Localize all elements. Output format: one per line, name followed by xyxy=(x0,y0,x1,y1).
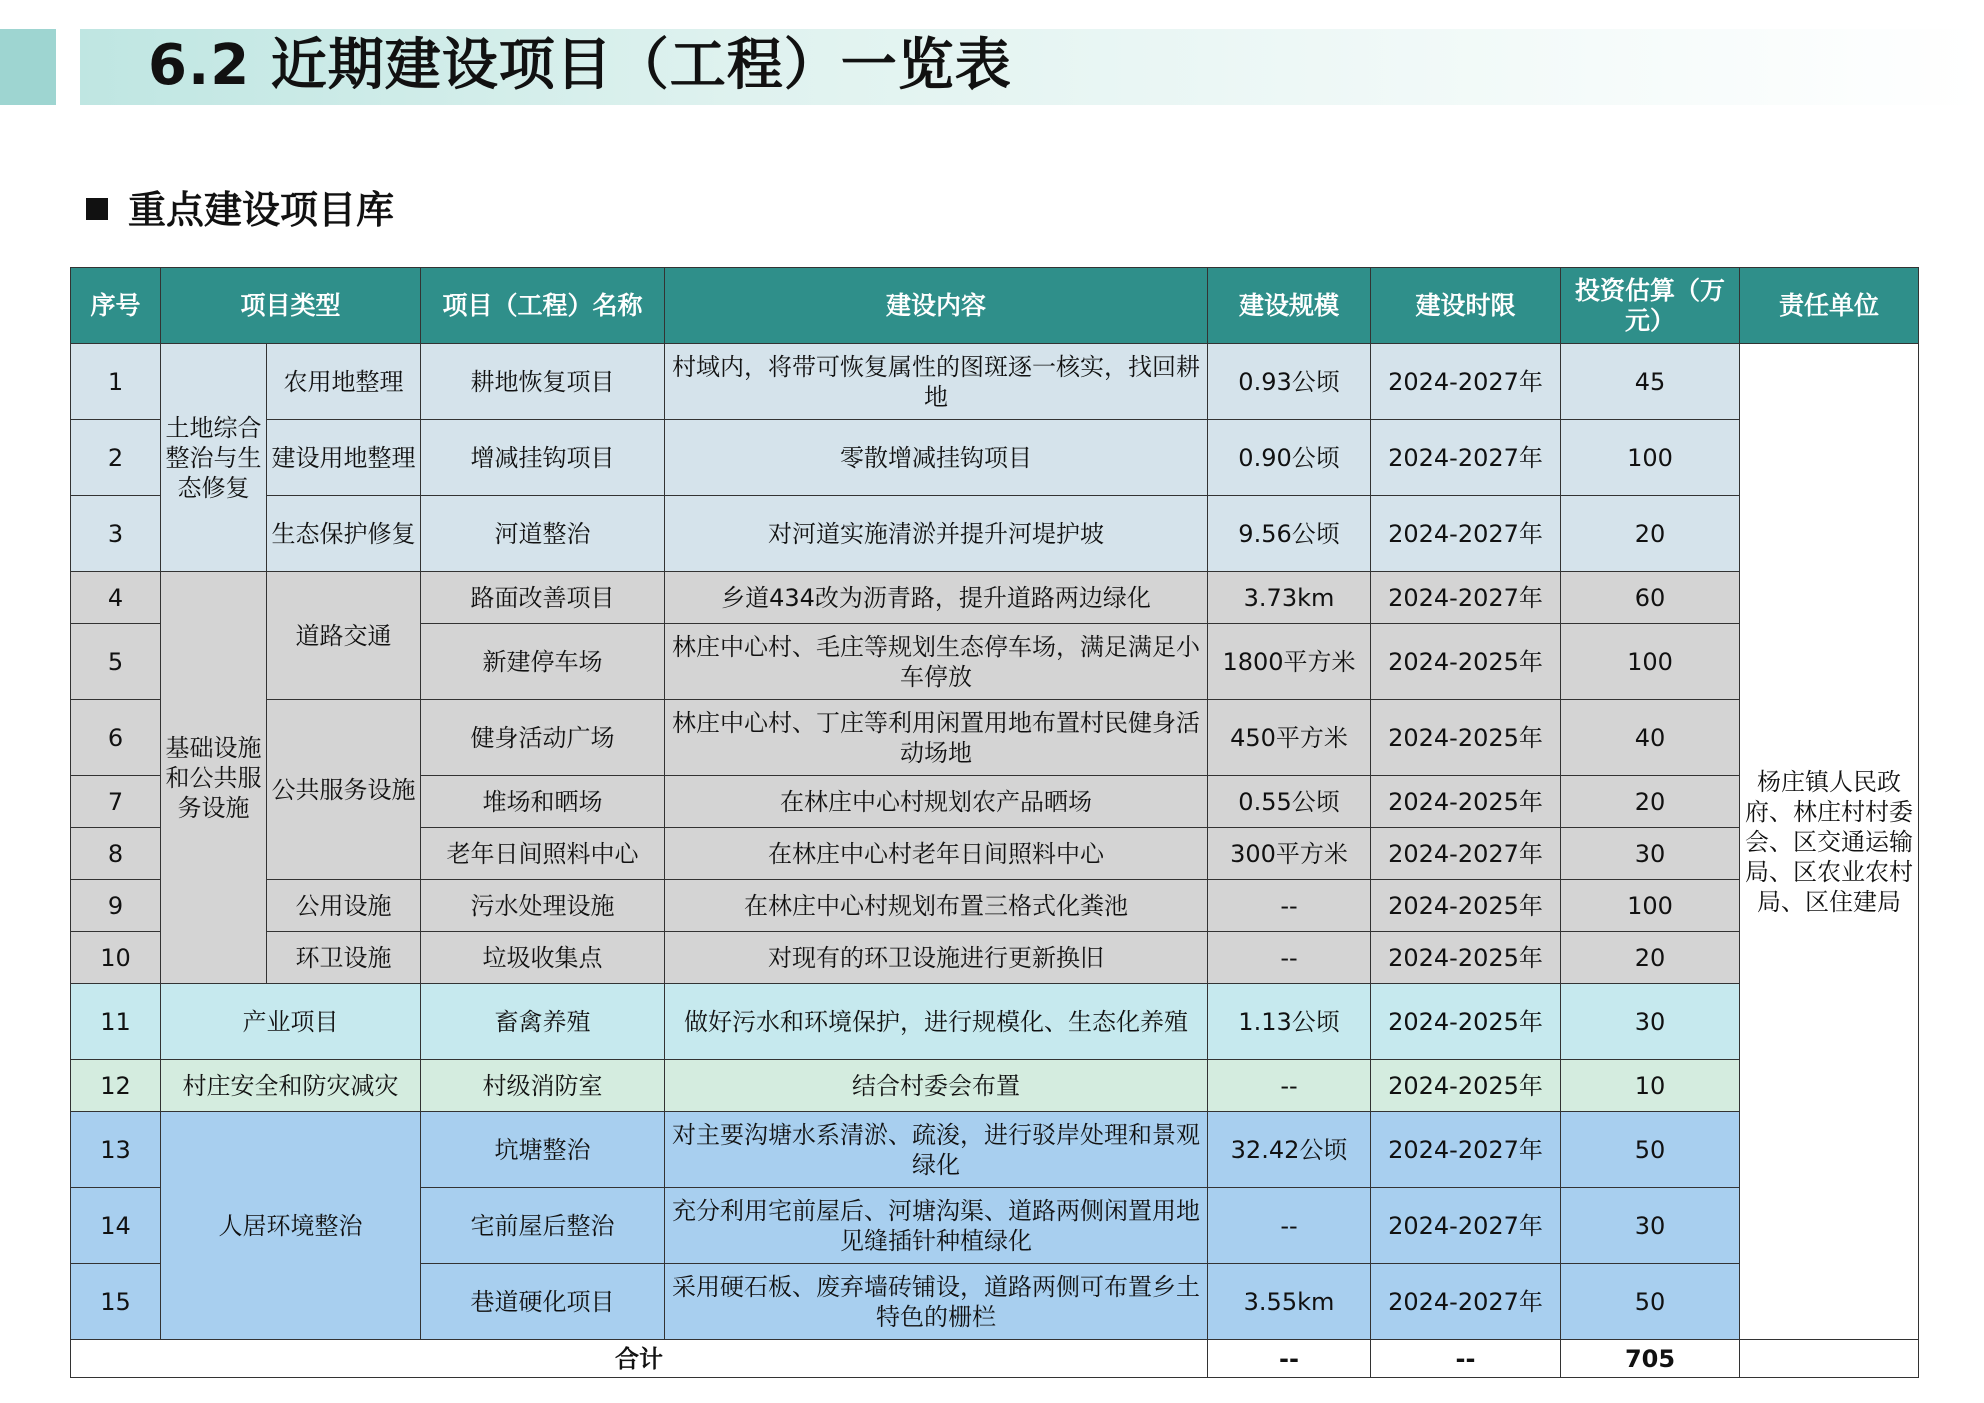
header-name: 项目（工程）名称 xyxy=(421,268,665,344)
group-land: 土地综合整治与生态修复 xyxy=(161,344,267,572)
total-row xyxy=(71,1340,1919,1378)
subtype-eco: 生态保护修复 xyxy=(267,496,421,572)
cell-invest: 30 xyxy=(1561,984,1740,1060)
cell-no: 11 xyxy=(71,984,161,1060)
cell-invest: 45 xyxy=(1561,344,1740,420)
cell-content: 结合村委会布置 xyxy=(665,1060,1208,1112)
cell-period: 2024-2027年 xyxy=(1371,1112,1561,1188)
cell-invest: 60 xyxy=(1561,572,1740,624)
cell-no: 4 xyxy=(71,572,161,624)
total-scale: -- xyxy=(1208,1340,1371,1378)
cell-content: 充分利用宅前屋后、河塘沟渠、道路两侧闲置用地见缝插针种植绿化 xyxy=(665,1188,1208,1264)
section-heading xyxy=(86,182,394,238)
cell-period: 2024-2025年 xyxy=(1371,624,1561,700)
cell-no: 8 xyxy=(71,828,161,880)
cell-period: 2024-2027年 xyxy=(1371,344,1561,420)
cell-name: 堆场和晒场 xyxy=(421,776,665,828)
cell-content: 对现有的环卫设施进行更新换旧 xyxy=(665,932,1208,984)
cell-scale: 1800平方米 xyxy=(1208,624,1371,700)
cell-name: 坑塘整治 xyxy=(421,1112,665,1188)
cell-period: 2024-2025年 xyxy=(1371,700,1561,776)
cell-scale: -- xyxy=(1208,880,1371,932)
title-accent-bar xyxy=(0,29,56,105)
cell-no: 12 xyxy=(71,1060,161,1112)
cell-content: 对主要沟塘水系清淤、疏浚，进行驳岸处理和景观绿化 xyxy=(665,1112,1208,1188)
table-row xyxy=(71,700,1919,776)
table-row xyxy=(71,1060,1919,1112)
cell-name: 河道整治 xyxy=(421,496,665,572)
cell-no: 2 xyxy=(71,420,161,496)
cell-period: 2024-2025年 xyxy=(1371,880,1561,932)
header-no: 序号 xyxy=(71,268,161,344)
table-row xyxy=(71,496,1919,572)
cell-name: 宅前屋后整治 xyxy=(421,1188,665,1264)
total-invest: 705 xyxy=(1561,1340,1740,1378)
cell-content: 林庄中心村、丁庄等利用闲置用地布置村民健身活动场地 xyxy=(665,700,1208,776)
cell-no: 3 xyxy=(71,496,161,572)
table-header-row xyxy=(71,268,1919,344)
cell-scale: -- xyxy=(1208,932,1371,984)
cell-invest: 50 xyxy=(1561,1264,1740,1340)
header-period: 建设时限 xyxy=(1371,268,1561,344)
cell-no: 7 xyxy=(71,776,161,828)
cell-scale: 3.73km xyxy=(1208,572,1371,624)
table-row xyxy=(71,984,1919,1060)
cell-period: 2024-2027年 xyxy=(1371,496,1561,572)
cell-name: 村级消防室 xyxy=(421,1060,665,1112)
group-infra: 基础设施和公共服务设施 xyxy=(161,572,267,984)
cell-name: 新建停车场 xyxy=(421,624,665,700)
cell-period: 2024-2025年 xyxy=(1371,984,1561,1060)
cell-no: 10 xyxy=(71,932,161,984)
cell-name: 老年日间照料中心 xyxy=(421,828,665,880)
cell-name: 巷道硬化项目 xyxy=(421,1264,665,1340)
cell-name: 耕地恢复项目 xyxy=(421,344,665,420)
header-invest: 投资估算（万元） xyxy=(1561,268,1740,344)
cell-invest: 100 xyxy=(1561,420,1740,496)
cell-content: 在林庄中心村规划布置三格式化粪池 xyxy=(665,880,1208,932)
cell-no: 5 xyxy=(71,624,161,700)
cell-invest: 20 xyxy=(1561,776,1740,828)
group-safety: 村庄安全和防灾减灾 xyxy=(161,1060,421,1112)
table-row xyxy=(71,572,1919,624)
cell-period: 2024-2027年 xyxy=(1371,572,1561,624)
subtype-road: 道路交通 xyxy=(267,572,421,700)
cell-invest: 100 xyxy=(1561,624,1740,700)
cell-invest: 40 xyxy=(1561,700,1740,776)
cell-scale: -- xyxy=(1208,1188,1371,1264)
cell-name: 垃圾收集点 xyxy=(421,932,665,984)
cell-invest: 50 xyxy=(1561,1112,1740,1188)
cell-name: 路面改善项目 xyxy=(421,572,665,624)
table-row xyxy=(71,1112,1919,1188)
subtype-public: 公共服务设施 xyxy=(267,700,421,880)
cell-content: 采用硬石板、废弃墙砖铺设，道路两侧可布置乡土特色的栅栏 xyxy=(665,1264,1208,1340)
cell-no: 14 xyxy=(71,1188,161,1264)
cell-period: 2024-2027年 xyxy=(1371,1264,1561,1340)
cell-name: 畜禽养殖 xyxy=(421,984,665,1060)
cell-responsible: 杨庄镇人民政府、林庄村村委会、区交通运输局、区农业农村局、区住建局 xyxy=(1740,344,1919,1340)
cell-scale: 1.13公顷 xyxy=(1208,984,1371,1060)
cell-period: 2024-2025年 xyxy=(1371,932,1561,984)
header-type: 项目类型 xyxy=(161,268,421,344)
section-heading-text: 重点建设项目库 xyxy=(128,188,395,232)
total-responsible xyxy=(1740,1340,1919,1378)
cell-no: 15 xyxy=(71,1264,161,1340)
cell-period: 2024-2027年 xyxy=(1371,828,1561,880)
cell-scale: 0.55公顷 xyxy=(1208,776,1371,828)
cell-scale: 0.93公顷 xyxy=(1208,344,1371,420)
cell-scale: 3.55km xyxy=(1208,1264,1371,1340)
cell-content: 做好污水和环境保护，进行规模化、生态化养殖 xyxy=(665,984,1208,1060)
cell-period: 2024-2025年 xyxy=(1371,1060,1561,1112)
group-environment: 人居环境整治 xyxy=(161,1112,421,1340)
header-responsible: 责任单位 xyxy=(1740,268,1919,344)
cell-content: 在林庄中心村老年日间照料中心 xyxy=(665,828,1208,880)
table-row xyxy=(71,880,1919,932)
cell-no: 13 xyxy=(71,1112,161,1188)
cell-scale: 32.42公顷 xyxy=(1208,1112,1371,1188)
subtype-farmland: 农用地整理 xyxy=(267,344,421,420)
cell-content: 对河道实施清淤并提升河堤护坡 xyxy=(665,496,1208,572)
total-period: -- xyxy=(1371,1340,1561,1378)
cell-content: 林庄中心村、毛庄等规划生态停车场，满足满足小车停放 xyxy=(665,624,1208,700)
cell-no: 1 xyxy=(71,344,161,420)
cell-content: 零散增减挂钩项目 xyxy=(665,420,1208,496)
cell-scale: 450平方米 xyxy=(1208,700,1371,776)
table-row xyxy=(71,420,1919,496)
cell-content: 村域内，将带可恢复属性的图斑逐一核实，找回耕地 xyxy=(665,344,1208,420)
project-table xyxy=(70,267,1919,1378)
table-row xyxy=(71,932,1919,984)
group-industry: 产业项目 xyxy=(161,984,421,1060)
cell-period: 2024-2027年 xyxy=(1371,1188,1561,1264)
cell-invest: 100 xyxy=(1561,880,1740,932)
subtype-construction: 建设用地整理 xyxy=(267,420,421,496)
cell-name: 健身活动广场 xyxy=(421,700,665,776)
cell-no: 9 xyxy=(71,880,161,932)
cell-scale: 0.90公顷 xyxy=(1208,420,1371,496)
total-label: 合计 xyxy=(71,1340,1208,1378)
cell-invest: 30 xyxy=(1561,1188,1740,1264)
cell-no: 6 xyxy=(71,700,161,776)
cell-invest: 20 xyxy=(1561,496,1740,572)
cell-scale: 9.56公顷 xyxy=(1208,496,1371,572)
page-title: 6.2 近期建设项目（工程）一览表 xyxy=(148,33,1012,98)
cell-invest: 30 xyxy=(1561,828,1740,880)
cell-period: 2024-2025年 xyxy=(1371,776,1561,828)
cell-scale: -- xyxy=(1208,1060,1371,1112)
cell-content: 在林庄中心村规划农产品晒场 xyxy=(665,776,1208,828)
cell-name: 污水处理设施 xyxy=(421,880,665,932)
cell-scale: 300平方米 xyxy=(1208,828,1371,880)
subtype-sanitation: 环卫设施 xyxy=(267,932,421,984)
cell-name: 增减挂钩项目 xyxy=(421,420,665,496)
square-bullet-icon xyxy=(86,198,108,220)
subtype-utility: 公用设施 xyxy=(267,880,421,932)
header-scale: 建设规模 xyxy=(1208,268,1371,344)
cell-invest: 10 xyxy=(1561,1060,1740,1112)
cell-content: 乡道434改为沥青路，提升道路两边绿化 xyxy=(665,572,1208,624)
cell-period: 2024-2027年 xyxy=(1371,420,1561,496)
table-row xyxy=(71,344,1919,420)
header-content: 建设内容 xyxy=(665,268,1208,344)
cell-invest: 20 xyxy=(1561,932,1740,984)
